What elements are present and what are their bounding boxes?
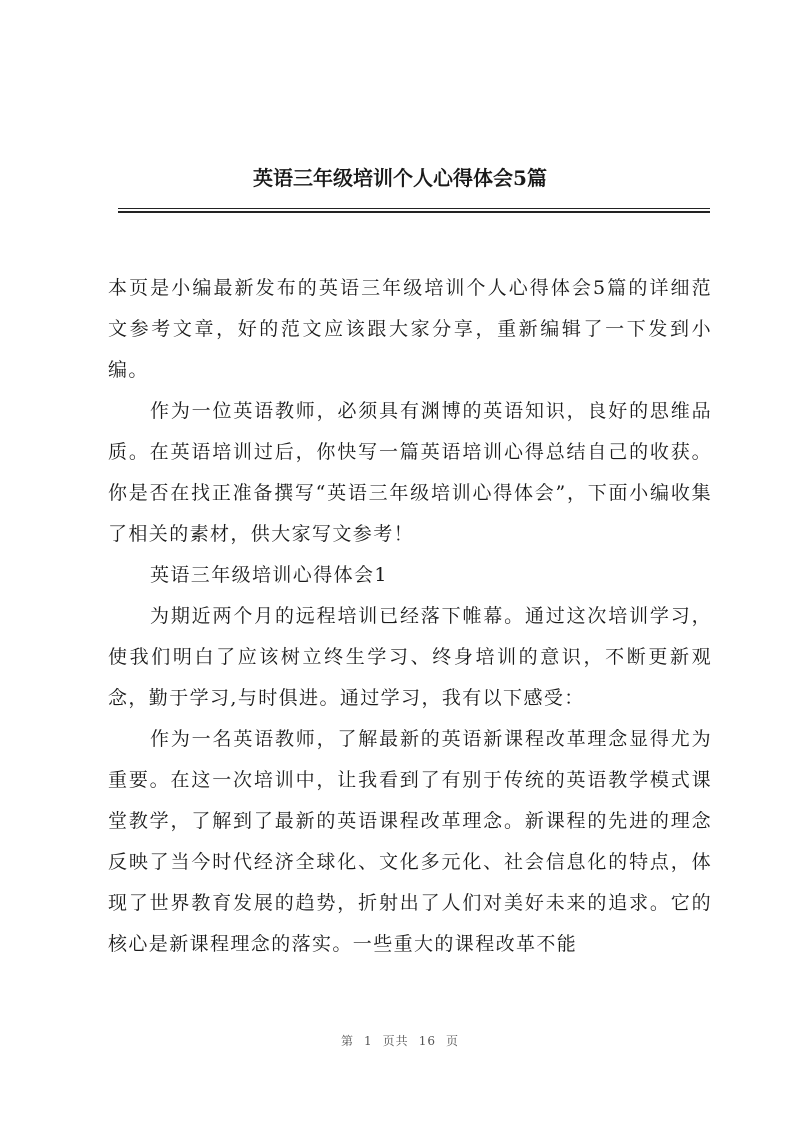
footer-prefix: 第 <box>341 1034 355 1048</box>
footer-current-page: 1 <box>364 1034 373 1048</box>
page-footer <box>0 1032 800 1049</box>
document-body <box>108 268 712 965</box>
body-paragraph: 作为一位英语教师，必须具有渊博的英语知识，良好的思维品质。在英语培训过后，你快写一篇英语培训心得总结自己的收获。你是否在找正准备撰写“英语三年级培训心得体会”，下面小编收集了相关的素材，供大家写文参考！ <box>108 400 712 545</box>
body-paragraph: 作为一名英语教师，了解最新的英语新课程改革理念显得尤为重要。在这一次培训中，让我看到了有别于传统的英语教学模式课堂教学，了解到了最新的英语课程改革理念。新课程的先进的理念反映了当今时代经济全球化、文化多元化、社会信息化的特点，体现了世界教育发展的趋势，折射出了人们对美好未来的追求。它的核心是新课程理念的落实。一些重大的课程改革不能 <box>108 728 712 955</box>
footer-total-pages: 16 <box>418 1034 436 1048</box>
footer-mid: 页共 <box>382 1034 409 1048</box>
intro-paragraph: 本页是小编最新发布的英语三年级培训个人心得体会5篇的详细范文参考文章，好的范文应该跟大家分享，重新编辑了一下发到小编。 <box>108 277 712 381</box>
title-divider <box>118 208 710 209</box>
body-paragraph: 为期近两个月的远程培训已经落下帷幕。通过这次培训学习，使我们明白了应该树立终生学习、终身培训的意识，不断更新观念，勤于学习,与时俱进。通过学习，我有以下感受： <box>108 605 712 709</box>
section-heading: 英语三年级培训心得体会1 <box>150 564 388 586</box>
footer-suffix: 页 <box>445 1034 459 1048</box>
page-title: 英语三年级培训个人心得体会5篇 <box>253 166 547 190</box>
